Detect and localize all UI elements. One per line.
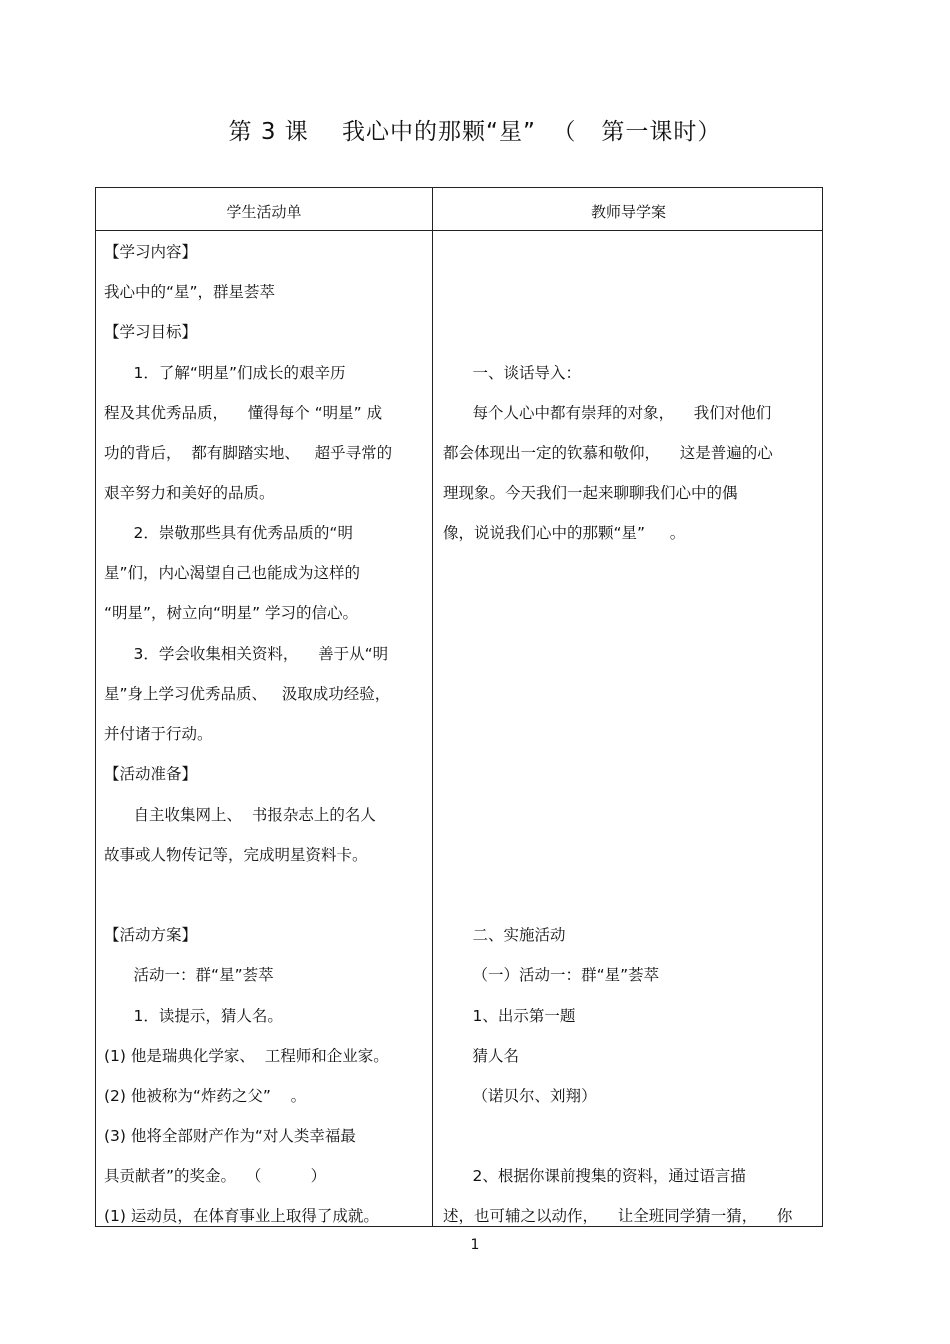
left-line: (3) 他将全部财产作为“对人类幸福最 — [104, 1127, 356, 1145]
right-line: 述，也可辅之以动作， 让全班同学猜一猜， 你 — [443, 1207, 793, 1225]
page-number: 1 — [470, 1237, 480, 1253]
column-divider — [432, 188, 433, 1226]
right-line: 每个人心中都有崇拜的对象， 我们对他们 — [443, 404, 772, 422]
left-line: 【活动准备】 — [104, 765, 198, 783]
left-line: 我心中的“星”，群星荟萃 — [104, 283, 276, 301]
left-line: 活动一：群“星”荟萃 — [104, 966, 274, 984]
left-line: 3．学会收集相关资料， 善于从“明 — [104, 645, 389, 663]
left-line: 功的背后， 都有脚踏实地、 超乎寻常的 — [104, 444, 393, 462]
left-line: 具贡献者”的奖金。 （ ） — [104, 1167, 327, 1185]
right-line: 都会体现出一定的钦慕和敬仰， 这是普遍的心 — [443, 444, 773, 462]
left-line: 1．读提示，猜人名。 — [104, 1007, 283, 1025]
left-line: “明星”，树立向“明星” 学习的信心。 — [104, 604, 359, 622]
right-line: 像，说说我们心中的那颗“星” 。 — [443, 524, 686, 542]
left-line: (1) 运动员，在体育事业上取得了成就。 — [104, 1207, 379, 1225]
right-line: 2、根据你课前搜集的资料，通过语言描 — [443, 1167, 746, 1185]
left-line: 程及其优秀品质， 懂得每个 “明星” 成 — [104, 404, 383, 422]
left-line: 星”们，内心渴望自己也能成为这样的 — [104, 564, 361, 582]
left-line: 1．了解“明星”们成长的艰辛历 — [104, 364, 346, 382]
right-line: 猜人名 — [443, 1047, 520, 1065]
right-line: 二、实施活动 — [443, 926, 566, 944]
activity-table — [95, 187, 823, 1227]
left-line: (1) 他是瑞典化学家、 工程师和企业家。 — [104, 1047, 389, 1065]
document-title: 第 3 课 我心中的那颗“星” （ 第一课时） — [228, 119, 722, 145]
left-line: 【学习目标】 — [104, 323, 198, 341]
right-line: （一）活动一：群“星”荟萃 — [443, 966, 660, 984]
left-line: 自主收集网上、 书报杂志上的名人 — [104, 806, 376, 824]
right-line: 一、谈话导入： — [443, 364, 582, 382]
header-divider — [96, 230, 822, 231]
header-teacher-guide: 教师导学案 — [590, 203, 666, 221]
left-line: 故事或人物传记等，完成明星资料卡。 — [104, 846, 368, 864]
left-line: 艰辛努力和美好的品质。 — [104, 484, 275, 502]
left-line: 【活动方案】 — [104, 926, 198, 944]
left-line: 2．崇敬那些具有优秀品质的“明 — [104, 524, 353, 542]
left-line: (2) 他被称为“炸药之父” 。 — [104, 1087, 307, 1105]
right-line: 1、出示第一题 — [443, 1007, 576, 1025]
left-line: 星”身上学习优秀品质、 汲取成功经验， — [104, 685, 391, 703]
right-line: 理现象。今天我们一起来聊聊我们心中的偶 — [443, 484, 738, 502]
header-student-activity: 学生活动单 — [226, 203, 302, 221]
left-line: 并付诸于行动。 — [104, 725, 213, 743]
left-line: 【学习内容】 — [104, 243, 198, 261]
right-line: （诺贝尔、刘翔） — [443, 1087, 597, 1105]
